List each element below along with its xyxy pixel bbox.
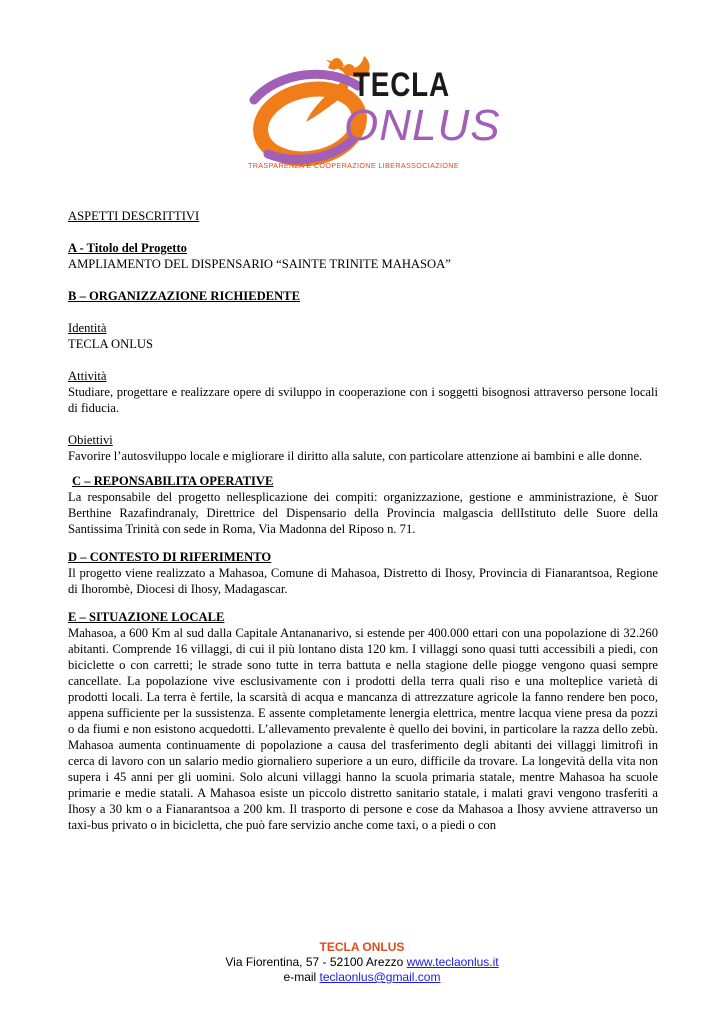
footer-email-label: e-mail (283, 970, 320, 984)
section-d-text: Il progetto viene realizzato a Mahasoa, Comune di Mahasoa, Distretto di Ihosy, Provincia di Fianarantsoa, Regione di Ihorombè, Diocesi di Ihosy, Madagascar. (68, 566, 658, 596)
footer-email-link[interactable]: teclaonlus@gmail.com (319, 970, 441, 984)
section-e-text: Mahasoa, a 600 Km al sud dalla Capitale Antananarivo, si estende per 400.000 ettari con una popolazione di 32.260 abitanti. Comprende 16 villaggi, di cui il più lontano dista 120 km. I villaggi sono quasi tutti accessibili a piedi, con biciclette o con carretti; le strade sono tutte in terra battuta e nella stagione delle piogge vengono quasi sempre cancellate. La popolazione vive esclusivamente con i prodotti della terra quali riso e una molteplice varietà di prodotti locali. La terra è fertile, la scarsità di acqua e mancanza di attrezzature agricole la fanno rendere ben poco, appena sufficiente per la sussistenza. E assente completamente lenergia elettrica, mentre lacqua viene presa da pozzi o da fiumi e non esistono acquedotti. L’allevamento prevalente è quello dei bovini, in particolare la razza dello zebù. Mahasoa aumenta continuamente di popolazione a causa del trasferimento degli abitanti dei villaggi limitrofi in cerca di lavoro con un salario medio giornaliero superiore a un euro, difficile da trovare. La longevità della vita non supera i 45 anni per gli uomini. Solo alcuni villaggi hanno la scuola primaria statale, mentre Mahasoa ha scuole primarie e medie statali. A Mahasoa esiste un piccolo distretto sanitario statale, i malati gravi vengono trasferiti a Ihosy a 30 km o a Fianarantsoa a 200 km. Il trasporto di persone e cose da Mahasoa a Ihosy avviene attraverso un taxi-bus privato o in bicicletta, che può fare servizio anche come taxi, o a piedi o con (68, 626, 658, 832)
logo-tagline: TRASPARENZA E COOPERAZIONE LIBERASSOCIAZIONE (248, 161, 459, 170)
identita-text: TECLA ONLUS (68, 337, 154, 351)
section-e-title: E – SITUAZIONE LOCALE (68, 610, 225, 624)
attivita-text: Studiare, progettare e realizzare opere di sviluppo in cooperazione con i soggetti bisognosi attraverso persone locali di fiducia. (68, 385, 658, 415)
document-body (68, 208, 658, 833)
obiettivi-label: Obiettivi (68, 433, 113, 447)
section-d-title: D – CONTESTO DI RIFERIMENTO (68, 550, 272, 564)
page-footer (0, 940, 724, 985)
footer-address-line (0, 955, 724, 970)
tecla-onlus-logo (248, 52, 501, 174)
section-a-text: AMPLIAMENTO DEL DISPENSARIO “SAINTE TRINITE MAHASOA” (68, 257, 451, 271)
section-c-title: C – REPONSABILITA OPERATIVE (72, 474, 274, 488)
logo-brand-top: TECLA (352, 65, 450, 104)
identita-label: Identità (68, 321, 107, 335)
footer-address: Via Fiorentina, 57 - 52100 Arezzo (225, 955, 407, 969)
section-c-text: La responsabile del progetto nellesplicazione dei compiti: organizzazione, gestione e amministrazione, è Suor Berthine Razafindranaly, Direttrice del Dispensario della Provincia malgascia dellIstituto delle Suore della Santissima Trinità con sede in Roma, Via Madonna del Riposo n. 71. (68, 490, 658, 536)
footer-org-name: TECLA ONLUS (319, 940, 405, 954)
footer-email-line (0, 970, 724, 985)
section-b-title: B – ORGANIZZAZIONE RICHIEDENTE (68, 289, 300, 303)
obiettivi-text: Favorire l’autosviluppo locale e migliorare il diritto alla salute, con particolare attenzione ai bambini e alle donne. (68, 449, 643, 463)
footer-website-link[interactable]: www.teclaonlus.it (406, 955, 499, 969)
logo-brand-bottom: ONLUS (344, 101, 501, 150)
document-heading: ASPETTI DESCRITTIVI (68, 209, 200, 223)
attivita-label: Attività (68, 369, 107, 383)
section-a-title: A - Titolo del Progetto (68, 241, 187, 255)
